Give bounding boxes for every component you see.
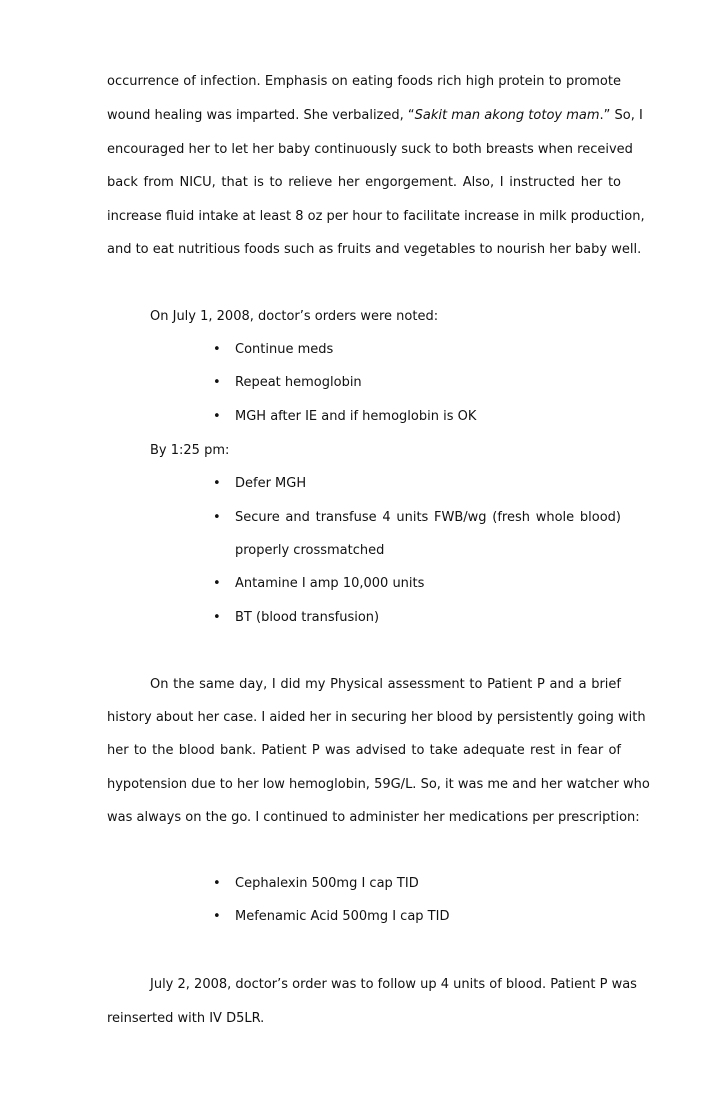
text-segment: .” So, I <box>599 108 643 123</box>
order-item: Antamine I amp 10,000 units <box>235 576 425 591</box>
quoted-text: Sakit man akong totoy mam <box>414 108 600 123</box>
bullet-icon: • <box>213 375 221 390</box>
paragraph-2-line-4: hypotension due to her low hemoglobin, 59G/L. So, it was me and her watcher who <box>107 777 650 792</box>
bullet-icon: • <box>213 342 221 357</box>
text-segment: wound healing was imparted. She verbalized, “ <box>107 108 415 123</box>
paragraph-1-line-3: encouraged her to let her baby continuously suck to both breasts when received <box>107 142 633 157</box>
bullet-icon: • <box>213 476 221 491</box>
paragraph-2-line-5: was always on the go. I continued to administer her medications per prescription: <box>107 810 640 825</box>
order-item: Continue meds <box>235 342 334 357</box>
bullet-icon: • <box>213 510 221 525</box>
bullet-icon: • <box>213 409 221 424</box>
order-item: Secure and transfuse 4 units FWB/wg (fresh whole blood) <box>235 510 621 525</box>
order-item: Repeat hemoglobin <box>235 375 362 390</box>
paragraph-1-line-2 <box>107 108 643 124</box>
paragraph-1-line-6: and to eat nutritious foods such as fruits and vegetables to nourish her baby well. <box>107 242 642 257</box>
paragraph-1-line-4: back from NICU, that is to relieve her engorgement. Also, I instructed her to <box>107 175 621 190</box>
paragraph-1-line-5: increase fluid intake at least 8 oz per hour to facilitate increase in milk production, <box>107 209 645 224</box>
paragraph-3-line-1: July 2, 2008, doctor’s order was to follow up 4 units of blood. Patient P was <box>150 977 637 992</box>
bullet-icon: • <box>213 610 221 625</box>
order-item: MGH after IE and if hemoglobin is OK <box>235 409 477 424</box>
bullet-icon: • <box>213 576 221 591</box>
bullet-icon: • <box>213 909 221 924</box>
paragraph-2-line-3: her to the blood bank. Patient P was advised to take adequate rest in fear of <box>107 743 621 758</box>
bullet-icon: • <box>213 876 221 891</box>
medication-item: Mefenamic Acid 500mg I cap TID <box>235 909 450 924</box>
paragraph-1-line-1: occurrence of infection. Emphasis on eating foods rich high protein to promote <box>107 74 621 89</box>
paragraph-2-line-2: history about her case. I aided her in securing her blood by persistently going with <box>107 710 646 725</box>
medication-item: Cephalexin 500mg I cap TID <box>235 876 419 891</box>
order-item: BT (blood transfusion) <box>235 610 380 625</box>
orders-time-intro: By 1:25 pm: <box>150 443 230 458</box>
order-item: Defer MGH <box>235 476 307 491</box>
paragraph-3-line-2: reinserted with IV D5LR. <box>107 1011 265 1026</box>
order-item-continuation: properly crossmatched <box>235 543 385 558</box>
orders-intro: On July 1, 2008, doctor’s orders were noted: <box>150 309 439 324</box>
paragraph-2-line-1: On the same day, I did my Physical assessment to Patient P and a brief <box>150 677 621 692</box>
